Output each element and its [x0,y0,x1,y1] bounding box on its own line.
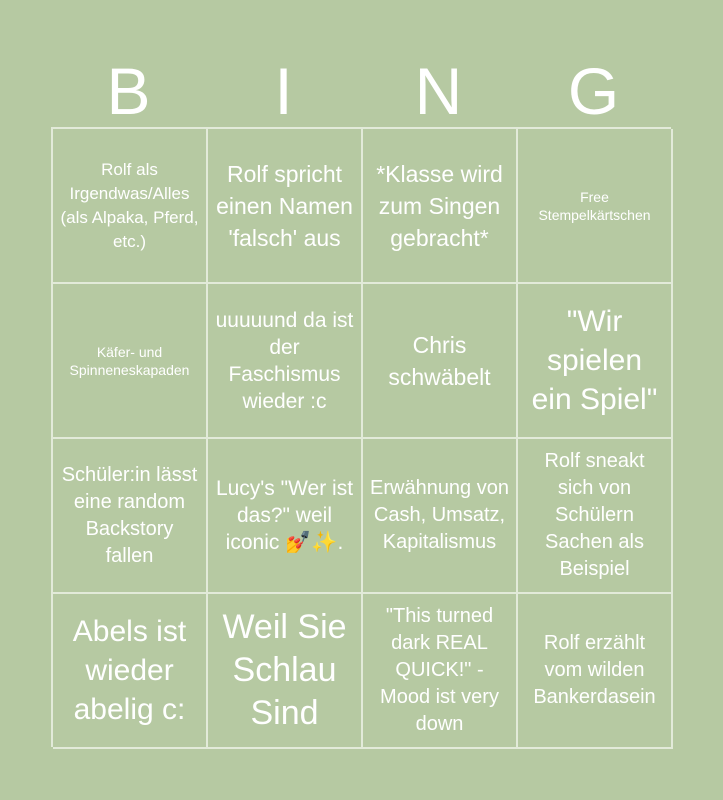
bingo-cell-9[interactable] [53,439,208,594]
bingo-cell-15[interactable] [363,594,518,749]
bingo-cell-1[interactable] [53,129,208,284]
header-letter-i: I [274,54,293,128]
bingo-cell-text: Free Stempelkärtschen [538,188,651,223]
bingo-cell-text: Käfer- und Spinneneskapaden [69,343,190,378]
bingo-card [51,127,671,747]
bingo-cell-12[interactable] [518,439,673,594]
bingo-cell-8[interactable] [518,284,673,439]
bingo-cell-text: uuuuund da ist der Faschismus wieder :c [215,308,354,413]
bingo-cell-13[interactable] [53,594,208,749]
bingo-cell-3[interactable] [363,129,518,284]
bingo-cell-text: Rolf spricht einen Namen 'falsch' aus [216,160,353,251]
bingo-cell-6[interactable] [208,284,363,439]
header-letter-b: B [106,54,151,128]
bingo-cell-text: Weil Sie Schlau Sind [222,608,347,732]
bingo-cell-text: "Wir spielen ein Spiel" [531,305,658,416]
bingo-cell-14[interactable] [208,594,363,749]
bingo-cell-text: Chris schwäbelt [388,331,491,390]
bingo-cell-text: Rolf als Irgendwas/Alles (als Alpaka, Pferd, etc.) [60,159,199,251]
header-letter-n: N [414,54,463,128]
bingo-cell-16[interactable] [518,594,673,749]
bingo-cell-text: Schüler:in lässt eine random Backstory fallen [61,463,198,567]
bingo-cell-4[interactable] [518,129,673,284]
bingo-cell-10[interactable] [208,439,363,594]
bingo-cell-7[interactable] [363,284,518,439]
bingo-header [51,56,671,126]
bingo-cell-text: *Klasse wird zum Singen gebracht* [376,160,503,251]
bingo-cell-text: Lucy's "Wer ist das?" weil iconic 💅✨. [215,477,354,554]
bingo-cell-11[interactable] [363,439,518,594]
bingo-cell-2[interactable] [208,129,363,284]
bingo-cell-text: "This turned dark REAL QUICK!" - Mood ist very down [380,605,499,735]
bingo-cell-text: Abels ist wieder abelig c: [72,615,187,726]
bingo-cell-text: Rolf erzählt vom wilden Bankerdasein [533,632,656,708]
bingo-cell-5[interactable] [53,284,208,439]
header-letter-g: G [567,54,620,128]
bingo-cell-text: Erwähnung von Cash, Umsatz, Kapitalismus [370,477,509,553]
bingo-cell-text: Rolf sneakt sich von Schülern Sachen als Beispiel [544,450,645,580]
